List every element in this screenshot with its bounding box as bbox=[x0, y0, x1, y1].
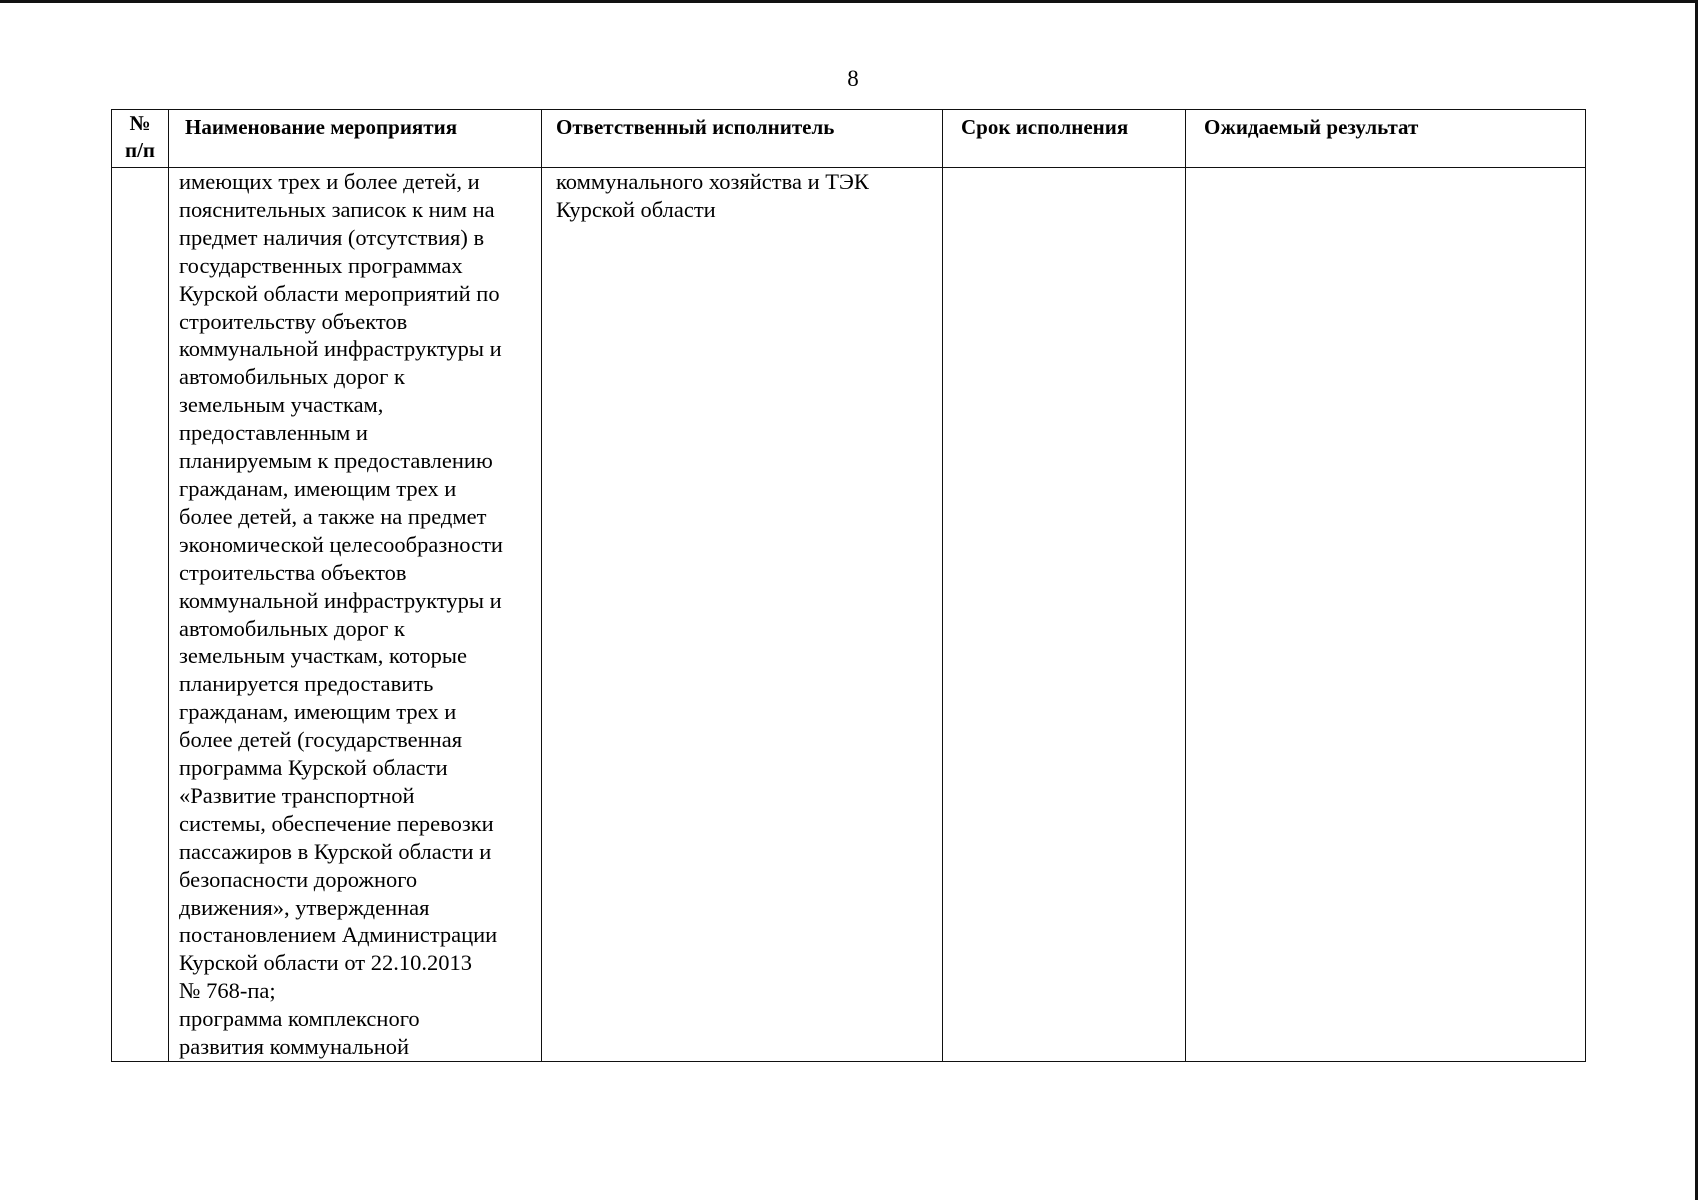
text-line: № 768-па; bbox=[179, 978, 276, 1004]
header-number bbox=[112, 110, 169, 168]
header-result-text: Ожидаемый результат bbox=[1204, 115, 1419, 139]
text-line: государственных программах bbox=[179, 252, 463, 278]
text-line: Курской области bbox=[556, 196, 716, 222]
text-line: безопасности дорожного bbox=[179, 866, 418, 892]
text-line: пассажиров в Курской области и bbox=[179, 838, 492, 864]
header-term bbox=[943, 110, 1186, 168]
header-executor bbox=[542, 110, 943, 168]
text-line: планируемым к предоставлению bbox=[179, 448, 493, 474]
text-line: планируется предоставить bbox=[179, 671, 434, 697]
text-line: постановлением Администрации bbox=[179, 922, 498, 948]
text-line: предоставленным и bbox=[179, 420, 368, 446]
text-line: «Развитие транспортной bbox=[179, 782, 415, 808]
text-line: строительству объектов bbox=[179, 308, 408, 334]
table-header bbox=[112, 110, 1586, 168]
text-line: коммунального хозяйства и ТЭК bbox=[556, 169, 869, 194]
text-line: системы, обеспечение перевозки bbox=[179, 810, 494, 836]
header-term-text: Срок исполнения bbox=[961, 115, 1129, 139]
header-name-text: Наименование мероприятия bbox=[185, 115, 458, 139]
table-row bbox=[112, 168, 1586, 1062]
cell-name-lines bbox=[169, 168, 541, 1061]
text-line: гражданам, имеющим трех и bbox=[179, 699, 457, 725]
text-line: коммунальной инфраструктуры и bbox=[179, 336, 502, 362]
cell-executor bbox=[542, 168, 943, 1062]
text-line: экономической целесообразности bbox=[179, 531, 503, 557]
header-result bbox=[1186, 110, 1586, 168]
text-line: программа Курской области bbox=[179, 755, 448, 781]
text-line: программа комплексного bbox=[179, 1006, 420, 1032]
text-line: движения», утвержденная bbox=[179, 894, 430, 920]
cell-result bbox=[1186, 168, 1586, 1062]
text-line: Курской области мероприятий по bbox=[179, 280, 500, 306]
header-name bbox=[169, 110, 542, 168]
text-line: строительства объектов bbox=[179, 559, 407, 585]
header-row bbox=[112, 110, 1586, 168]
text-line: земельным участкам, bbox=[179, 392, 384, 418]
plan-table bbox=[111, 109, 1586, 1062]
header-number-line1: № bbox=[129, 111, 151, 135]
text-line: автомобильных дорог к bbox=[179, 364, 405, 390]
text-line: автомобильных дорог к bbox=[179, 615, 405, 641]
table-body bbox=[112, 168, 1586, 1062]
header-executor-text: Ответственный исполнитель bbox=[556, 115, 835, 139]
text-line: имеющих трех и более детей, и bbox=[179, 169, 480, 194]
header-number-line2: п/п bbox=[124, 138, 156, 162]
cell-name bbox=[169, 168, 542, 1062]
cell-executor-lines bbox=[542, 168, 942, 224]
text-line: коммунальной инфраструктуры и bbox=[179, 587, 502, 613]
text-line: более детей, а также на предмет bbox=[179, 503, 487, 529]
text-line: развития коммунальной bbox=[179, 1034, 410, 1060]
cell-term bbox=[943, 168, 1186, 1062]
text-line: предмет наличия (отсутствия) в bbox=[179, 224, 485, 250]
text-line: Курской области от 22.10.2013 bbox=[179, 950, 473, 976]
scan-border-top bbox=[0, 0, 1698, 3]
text-line: гражданам, имеющим трех и bbox=[179, 475, 457, 501]
text-line: земельным участкам, которые bbox=[179, 643, 467, 669]
cell-number bbox=[112, 168, 169, 1062]
text-line: более детей (государственная bbox=[179, 727, 463, 753]
text-line: пояснительных записок к ним на bbox=[179, 196, 495, 222]
page-number: 8 bbox=[847, 66, 859, 91]
